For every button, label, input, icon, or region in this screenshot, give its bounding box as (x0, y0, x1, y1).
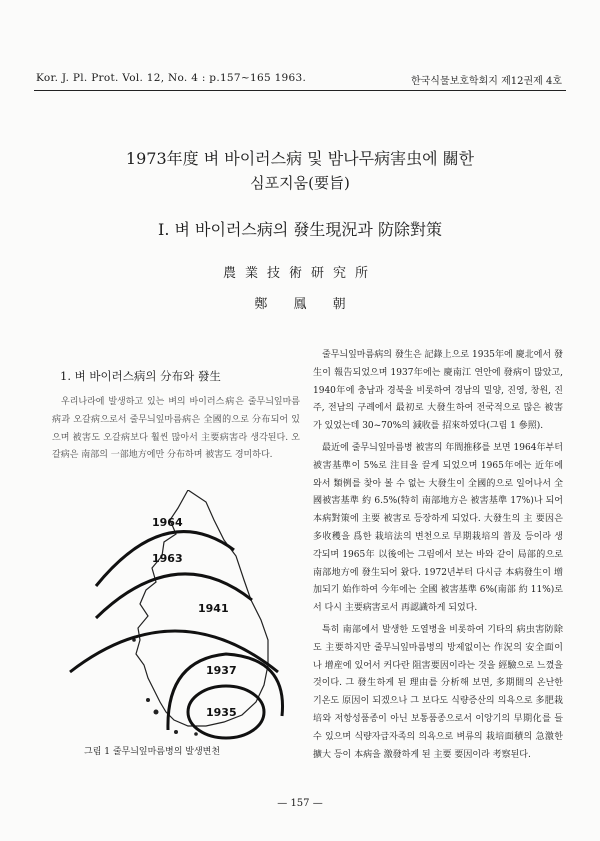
contour-label: 1935 (206, 706, 237, 719)
island (174, 730, 178, 734)
right-paragraph: 특히 南部에서 발생한 도열병을 비롯하여 기타의 病虫害防除도 主要하지만 줄무늬잎마름병의 방제없이는 作況의 安全面이나 增産에 있어서 커다란 阻害要因이라는 것을 經驗으로 느꼈을 것이다. 그 發生하게 된 理由를 分析해 보면, 多期間의 온난한 기온도 原因이 되겠으나 그 보다도 식량증산의 의욕으로 多肥栽培와 저항성품종이 아닌 보통품종으로서 이앙기의 早期化를 들 수 있으며 식량자급자족의 의욕으로 벼류의 栽培面積의 急激한 擴大 등이 本病을 激發하게 된 主要 要因이라 考察된다. (313, 624, 563, 760)
journal-korean-title: 한국식물보호학회지 제12권제 4호 (410, 76, 562, 87)
figure-caption: 그림 1 줄무늬잎마름병의 발생변천 (84, 747, 221, 757)
header-rule (34, 90, 566, 91)
contour-1941 (70, 631, 278, 672)
korea-distribution-map (56, 490, 296, 740)
symposium-title: 1973年度 벼 바이러스病 및 밤나무病害虫에 關한 (125, 149, 475, 168)
right-paragraph: 最近에 줄무늬잎마름병 被害의 年間推移를 보면 1964年부터 被害基準이 5%로 注目을 끌게 되었으며 1965年에는 近年에 와서 類例를 찾아 볼 수 없는 大發生이 全國的으로 일어나서 全國被害基準 約 6.5%(特히 南部地方은 被害基準 17%)나 되어 本病對策에 主要 被害로 등장하게 되었다. 大發生의 主 要因은 多收穫을 爲한 栽培法의 변천으로 早期栽培의 普及 등이라 생각되며 1965年 以後에는 그림에서 보는 바와 같이 局部的으로 南部地方에 發生되어 왔다. 1972년부터 다시금 本病發生이 增加되기 始作하여 今年에는 全國 被害基準 6%(南部 約 11%)로서 다시 主要病害로서 再認識하게 되었다. (313, 442, 563, 614)
subsection-heading: 1. 벼 바이러스病의 分布와 發生 (60, 369, 221, 383)
island (154, 710, 159, 715)
island (146, 698, 150, 702)
left-column (52, 368, 300, 465)
contour-label: 1964 (152, 516, 183, 529)
author-institution: 農業技術研究所 (222, 266, 377, 281)
section-title: I. 벼 바이러스病의 發生現況과 防除對策 (158, 220, 442, 239)
left-paragraph: 우리나라에 발생하고 있는 벼의 바이러스病은 줄무늬잎마름病과 오갈病으로서 줄무늬잎마름病은 全國的으로 分布되어 있으며 被害도 오갈病보다 훨씬 많아서 主要病害라 생각된다. 오갈病은 南部의 一部地方에만 分布하며 被害도 경미하다. (52, 397, 300, 461)
journal-citation: Kor. J. Pl. Prot. Vol. 12, No. 4 : p.157~165 1963. (36, 72, 307, 84)
author-name: 鄭 鳳 朝 (254, 297, 346, 312)
contour-label: 1941 (198, 602, 229, 615)
contour-label: 1963 (152, 552, 183, 565)
right-paragraph: 줄무늬잎마름病의 發生은 記錄上으로 1935年에 慶北에서 發生이 報告되었으며 1937年에는 慶南江 연안에 發病이 많았고, 1940年에 충남과 경북을 비롯하여 경남의 밀양, 진영, 창원, 진주, 전남의 구례에서 最初로 大發生하여 전국적으로 많은 被害가 있었는데 30~70%의 減收를 招來하였다(그림 1 參照). (313, 350, 563, 432)
contour-label: 1937 (206, 664, 237, 677)
island (194, 732, 198, 736)
symposium-subtitle: 심포지움(要旨) (250, 174, 350, 192)
page-number: — 157 — (277, 798, 323, 809)
right-column (313, 347, 563, 768)
